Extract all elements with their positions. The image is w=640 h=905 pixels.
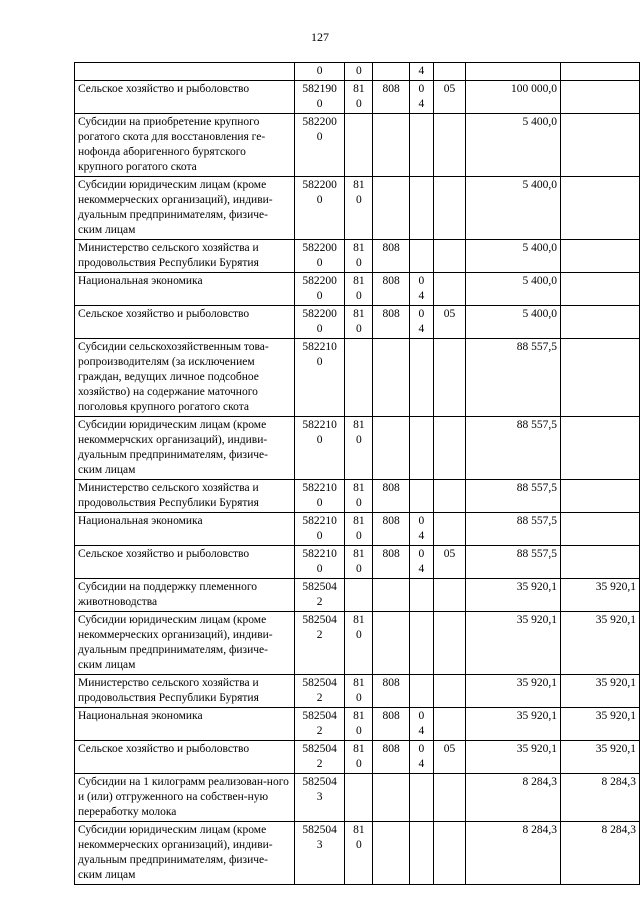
- cell-ministry-code: [373, 114, 410, 177]
- cell-row-name: Министерство сельского хозяйства и продовольствия Республики Бурятия: [75, 480, 295, 513]
- cell-target-code: 582210 0: [294, 546, 345, 579]
- table-row: [75, 546, 640, 579]
- cell-section: [409, 774, 433, 822]
- cell-target-code: 582200 0: [294, 306, 345, 339]
- cell-expense-type: 81 0: [345, 417, 373, 480]
- cell-amount-2020: [560, 513, 639, 546]
- cell-expense-type: 81 0: [345, 822, 373, 885]
- cell-row-name: Министерство сельского хозяйства и продовольствия Республики Бурятия: [75, 675, 295, 708]
- cell-row-name: Сельское хозяйство и рыболовство: [75, 741, 295, 774]
- cell-subsection: [433, 240, 466, 273]
- cell-amount-2020: [560, 417, 639, 480]
- cell-amount-2019: 88 557,5: [466, 480, 561, 513]
- cell-target-code: 582504 2: [294, 675, 345, 708]
- cell-target-code: 582504 2: [294, 612, 345, 675]
- cell-amount-2020: [560, 273, 639, 306]
- cell-section: 0 4: [409, 273, 433, 306]
- cell-amount-2019: 5 400,0: [466, 273, 561, 306]
- cell-amount-2020: 8 284,3: [560, 822, 639, 885]
- cell-section: [409, 480, 433, 513]
- cell-section: [409, 579, 433, 612]
- cell-amount-2019: 35 920,1: [466, 708, 561, 741]
- cell-section: [409, 675, 433, 708]
- cell-subsection: [433, 675, 466, 708]
- cell-amount-2019: 88 557,5: [466, 417, 561, 480]
- table-row: [75, 114, 640, 177]
- table-row: [75, 513, 640, 546]
- cell-target-code: 582200 0: [294, 273, 345, 306]
- cell-expense-type: 81 0: [345, 240, 373, 273]
- cell-section: [409, 339, 433, 417]
- cell-ministry-code: 808: [373, 306, 410, 339]
- cell-expense-type: 81 0: [345, 177, 373, 240]
- cell-row-name: Субсидии юридическим лицам (кроме некоммерчских организаций), индиви-дуальным предпринимателям, физиче-ским лицам: [75, 417, 295, 480]
- cell-ministry-code: [373, 774, 410, 822]
- table-row: [75, 822, 640, 885]
- cell-subsection: [433, 612, 466, 675]
- cell-ministry-code: 808: [373, 741, 410, 774]
- cell-subsection: 05: [433, 546, 466, 579]
- cell-expense-type: 81 0: [345, 81, 373, 114]
- table-row: [75, 612, 640, 675]
- cell-subsection: [433, 273, 466, 306]
- table-row: [75, 63, 640, 81]
- table-row: [75, 579, 640, 612]
- cell-expense-type: 81 0: [345, 273, 373, 306]
- table-row: [75, 774, 640, 822]
- cell-expense-type: 81 0: [345, 546, 373, 579]
- cell-amount-2019: 88 557,5: [466, 339, 561, 417]
- table-row: [75, 306, 640, 339]
- cell-expense-type: 81 0: [345, 675, 373, 708]
- cell-row-name: Национальная экономика: [75, 273, 295, 306]
- cell-target-code: 582200 0: [294, 114, 345, 177]
- cell-target-code: 582504 2: [294, 741, 345, 774]
- cell-expense-type: 81 0: [345, 306, 373, 339]
- cell-row-name: Субсидии на 1 килограмм реализован-ного и (или) отгруженного на собствен-ную переработку молока: [75, 774, 295, 822]
- cell-amount-2019: 5 400,0: [466, 177, 561, 240]
- cell-amount-2020: 35 920,1: [560, 579, 639, 612]
- cell-amount-2019: 5 400,0: [466, 240, 561, 273]
- cell-target-code: 582200 0: [294, 240, 345, 273]
- cell-amount-2019: 5 400,0: [466, 114, 561, 177]
- cell-expense-type: 81 0: [345, 741, 373, 774]
- cell-amount-2020: 8 284,3: [560, 774, 639, 822]
- cell-row-name: Национальная экономика: [75, 513, 295, 546]
- cell-expense-type: 81 0: [345, 708, 373, 741]
- cell-target-code: 582504 3: [294, 822, 345, 885]
- cell-section: 0 4: [409, 81, 433, 114]
- cell-subsection: [433, 579, 466, 612]
- cell-ministry-code: 808: [373, 675, 410, 708]
- cell-section: 0 4: [409, 546, 433, 579]
- cell-ministry-code: 808: [373, 240, 410, 273]
- cell-ministry-code: 808: [373, 273, 410, 306]
- cell-expense-type: [345, 579, 373, 612]
- cell-target-code: 582210 0: [294, 417, 345, 480]
- table-row: [75, 339, 640, 417]
- cell-ministry-code: [373, 63, 410, 81]
- cell-ministry-code: 808: [373, 480, 410, 513]
- cell-row-name: Субсидии на поддержку племенного животноводства: [75, 579, 295, 612]
- cell-row-name: Сельское хозяйство и рыболовство: [75, 306, 295, 339]
- cell-subsection: [433, 177, 466, 240]
- cell-expense-type: 81 0: [345, 513, 373, 546]
- cell-amount-2019: 100 000,0: [466, 81, 561, 114]
- cell-ministry-code: [373, 417, 410, 480]
- cell-subsection: 05: [433, 306, 466, 339]
- cell-amount-2019: 35 920,1: [466, 675, 561, 708]
- cell-target-code: 582210 0: [294, 339, 345, 417]
- cell-target-code: 582210 0: [294, 480, 345, 513]
- cell-amount-2020: 35 920,1: [560, 612, 639, 675]
- cell-amount-2020: [560, 63, 639, 81]
- cell-row-name: Сельское хозяйство и рыболовство: [75, 81, 295, 114]
- cell-section: 0 4: [409, 306, 433, 339]
- cell-subsection: [433, 774, 466, 822]
- cell-amount-2020: 35 920,1: [560, 708, 639, 741]
- cell-target-code: 0: [294, 63, 345, 81]
- cell-target-code: 582504 2: [294, 579, 345, 612]
- cell-ministry-code: [373, 177, 410, 240]
- table-row: [75, 240, 640, 273]
- cell-expense-type: 81 0: [345, 480, 373, 513]
- table-row: [75, 81, 640, 114]
- cell-amount-2020: [560, 114, 639, 177]
- cell-amount-2020: 35 920,1: [560, 741, 639, 774]
- cell-section: [409, 612, 433, 675]
- cell-amount-2020: [560, 480, 639, 513]
- cell-section: 4: [409, 63, 433, 81]
- cell-amount-2020: [560, 339, 639, 417]
- table-row: [75, 273, 640, 306]
- budget-table: [74, 62, 640, 885]
- cell-amount-2020: [560, 177, 639, 240]
- cell-row-name: Субсидии юридическим лицам (кроме некоммерческих организаций), индиви-дуальным предпринимателям, физиче-ским лицам: [75, 177, 295, 240]
- page-number: 127: [311, 30, 329, 44]
- table-row: [75, 417, 640, 480]
- table-row: [75, 177, 640, 240]
- cell-subsection: [433, 708, 466, 741]
- cell-subsection: [433, 513, 466, 546]
- cell-ministry-code: 808: [373, 81, 410, 114]
- cell-section: 0 4: [409, 513, 433, 546]
- cell-row-name: Субсидии сельскохозяйственным това-ропроизводителям (за исключением граждан, ведущих личное подсобное хозяйство) на содержание маточного поголовья крупного рогатого скота: [75, 339, 295, 417]
- cell-section: [409, 114, 433, 177]
- cell-amount-2020: [560, 306, 639, 339]
- cell-expense-type: [345, 774, 373, 822]
- cell-amount-2019: 5 400,0: [466, 306, 561, 339]
- cell-section: [409, 177, 433, 240]
- cell-ministry-code: [373, 579, 410, 612]
- table-row: [75, 741, 640, 774]
- cell-subsection: [433, 417, 466, 480]
- table-row: [75, 675, 640, 708]
- cell-amount-2019: [466, 63, 561, 81]
- table-row: [75, 480, 640, 513]
- cell-expense-type: 0: [345, 63, 373, 81]
- cell-ministry-code: 808: [373, 513, 410, 546]
- cell-expense-type: [345, 114, 373, 177]
- table-body: [75, 63, 640, 885]
- cell-amount-2020: [560, 546, 639, 579]
- cell-subsection: [433, 822, 466, 885]
- cell-target-code: 582504 2: [294, 708, 345, 741]
- cell-row-name: Министерство сельского хозяйства и продовольствия Республики Бурятия: [75, 240, 295, 273]
- cell-target-code: 582190 0: [294, 81, 345, 114]
- cell-target-code: 582504 3: [294, 774, 345, 822]
- cell-amount-2019: 35 920,1: [466, 579, 561, 612]
- cell-amount-2019: 8 284,3: [466, 774, 561, 822]
- cell-subsection: [433, 63, 466, 81]
- cell-amount-2019: 35 920,1: [466, 741, 561, 774]
- cell-amount-2019: 88 557,5: [466, 546, 561, 579]
- cell-ministry-code: [373, 822, 410, 885]
- cell-section: [409, 417, 433, 480]
- cell-section: [409, 240, 433, 273]
- cell-subsection: [433, 480, 466, 513]
- cell-section: 0 4: [409, 741, 433, 774]
- cell-ministry-code: [373, 612, 410, 675]
- cell-expense-type: 81 0: [345, 612, 373, 675]
- cell-section: 0 4: [409, 708, 433, 741]
- cell-subsection: [433, 339, 466, 417]
- cell-row-name: Сельское хозяйство и рыболовство: [75, 546, 295, 579]
- cell-expense-type: [345, 339, 373, 417]
- cell-row-name: [75, 63, 295, 81]
- cell-amount-2019: 35 920,1: [466, 612, 561, 675]
- cell-subsection: 05: [433, 741, 466, 774]
- cell-section: [409, 822, 433, 885]
- cell-amount-2020: [560, 240, 639, 273]
- cell-subsection: 05: [433, 81, 466, 114]
- cell-amount-2020: 35 920,1: [560, 675, 639, 708]
- cell-amount-2019: 8 284,3: [466, 822, 561, 885]
- cell-amount-2020: [560, 81, 639, 114]
- cell-row-name: Субсидии юридическим лицам (кроме некоммерческих организаций), индиви-дуальным предпринимателям, физиче-ским лицам: [75, 612, 295, 675]
- cell-ministry-code: 808: [373, 546, 410, 579]
- cell-target-code: 582210 0: [294, 513, 345, 546]
- cell-ministry-code: 808: [373, 708, 410, 741]
- cell-target-code: 582200 0: [294, 177, 345, 240]
- table-row: [75, 708, 640, 741]
- cell-amount-2019: 88 557,5: [466, 513, 561, 546]
- cell-row-name: Субсидии на приобретение крупного рогатого скота для восстановления ге-нофонда аборигенного бурятского крупного рогатого скота: [75, 114, 295, 177]
- cell-row-name: Субсидии юридическим лицам (кроме некоммерческих организаций), индиви-дуальным предпринимателям, физиче-ским лицам: [75, 822, 295, 885]
- cell-ministry-code: [373, 339, 410, 417]
- cell-row-name: Национальная экономика: [75, 708, 295, 741]
- cell-subsection: [433, 114, 466, 177]
